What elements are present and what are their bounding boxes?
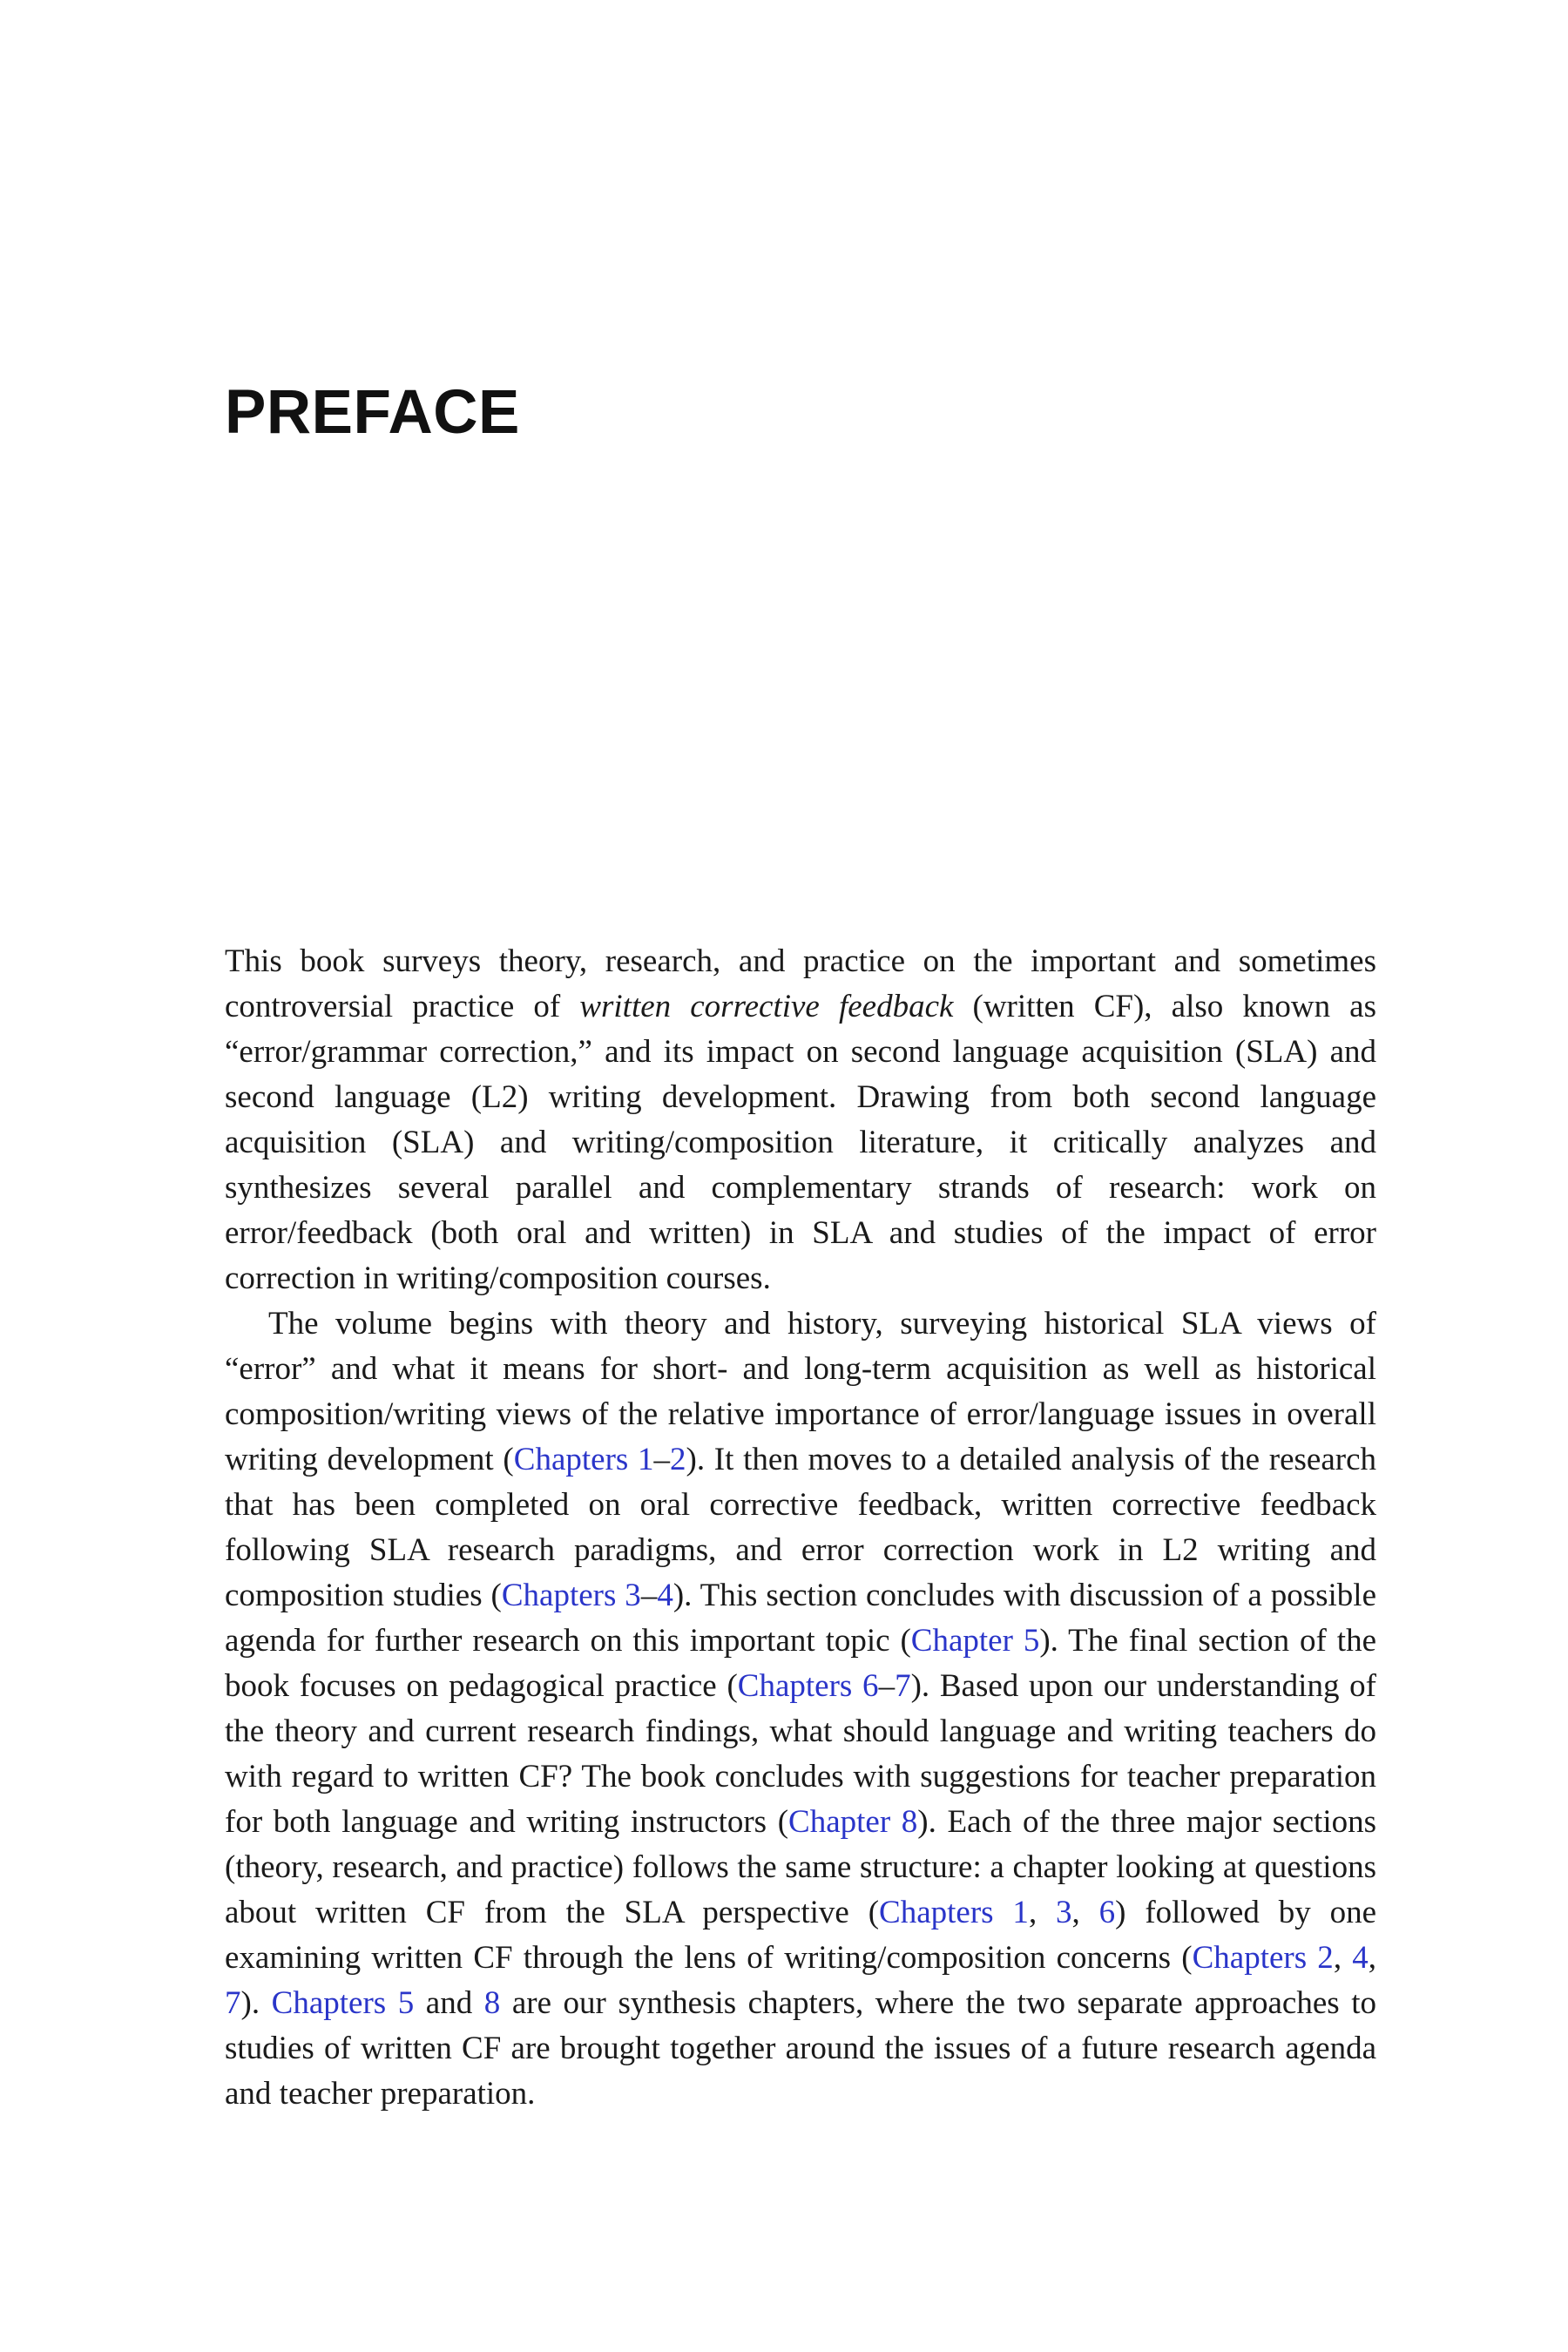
- chapter-link[interactable]: Chapters 1: [879, 1895, 1029, 1930]
- paragraph-2: [225, 1301, 1376, 2117]
- chapter-link[interactable]: Chapters 5: [271, 1985, 415, 2021]
- text-run: ) followed by one examining written CF through the lens of writing/composition concerns (: [225, 1895, 1376, 1976]
- chapter-link[interactable]: Chapters 3: [501, 1578, 641, 1613]
- chapter-link[interactable]: 3: [1056, 1895, 1072, 1930]
- text-run: –: [640, 1578, 658, 1613]
- text-run: The volume begins with theory and history, surveying historical SLA views of “error” and what it means for short- and long-term acquisition as well as historical composition/writing views of the relative importance of error/language issues in overall writing development (: [225, 1306, 1376, 1477]
- chapter-link[interactable]: 8: [483, 1985, 501, 2021]
- page-title: PREFACE: [225, 378, 520, 447]
- text-run: ). This section concludes with discussion of a possible agenda for further research on this important topic (: [225, 1578, 1376, 1659]
- text-run: –: [653, 1442, 671, 1477]
- text-run: ,: [1071, 1895, 1099, 1930]
- text-run: ,: [1028, 1895, 1057, 1930]
- text-run: ,: [1368, 1940, 1377, 1976]
- text-run: ). It then moves to a detailed analysis of the research that has been completed on oral corrective feedback, written corrective feedback following SLA research paradigms, and error correction work in L2 writing and composition studies (: [225, 1442, 1376, 1613]
- chapter-link[interactable]: 7: [895, 1668, 911, 1704]
- chapter-link[interactable]: 4: [657, 1578, 673, 1613]
- chapter-link[interactable]: 6: [1098, 1895, 1116, 1930]
- chapter-link[interactable]: Chapter 5: [910, 1623, 1040, 1659]
- text-run: ). Based upon our understanding of the theory and current research findings, what should language and writing teachers do with regard to written CF? The book concludes with suggestions for teacher preparation for both language and writing instructors (: [225, 1668, 1377, 1840]
- chapter-link[interactable]: 7: [225, 1985, 241, 2021]
- chapter-link[interactable]: Chapter 8: [788, 1804, 918, 1840]
- text-run: ). Each of the three major sections (theory, research, and practice) follows the same structure: a chapter looking at questions about written CF from the SLA perspective (: [225, 1804, 1377, 1930]
- text-run: (written CF), also known as “error/grammar correction,” and its impact on second language acquisition (SLA) and second language (L2) writing development. Drawing from both second language acquisition (SLA) and writing/composition literature, it critically analyzes and synthesizes several parallel and complementary strands of research: work on error/feedback (both oral and written) in SLA and studies of the impact of error correction in writing/composition courses.: [225, 989, 1376, 1296]
- chapter-link[interactable]: Chapters 6: [737, 1668, 879, 1704]
- preface-body: [225, 939, 1376, 2117]
- italic-term: written corrective feedback: [579, 989, 954, 1024]
- paragraph-1: [225, 939, 1376, 1301]
- text-run: ). The final section of the book focuses on pedagogical practice (: [225, 1623, 1376, 1704]
- text-run: This book surveys theory, research, and practice on the important and sometimes controversial practice of: [225, 943, 1376, 1024]
- text-run: and: [414, 1985, 484, 2021]
- chapter-link[interactable]: 4: [1352, 1940, 1369, 1976]
- text-run: –: [878, 1668, 896, 1704]
- chapter-link[interactable]: 2: [670, 1442, 686, 1477]
- text-run: ).: [240, 1985, 272, 2021]
- text-run: ,: [1333, 1940, 1353, 1976]
- chapter-link[interactable]: Chapters 2: [1192, 1940, 1334, 1976]
- chapter-link[interactable]: Chapters 1: [513, 1442, 654, 1477]
- text-run: are our synthesis chapters, where the two separate approaches to studies of written CF are brought together around the issues of a future research agenda and teacher preparation.: [225, 1985, 1377, 2112]
